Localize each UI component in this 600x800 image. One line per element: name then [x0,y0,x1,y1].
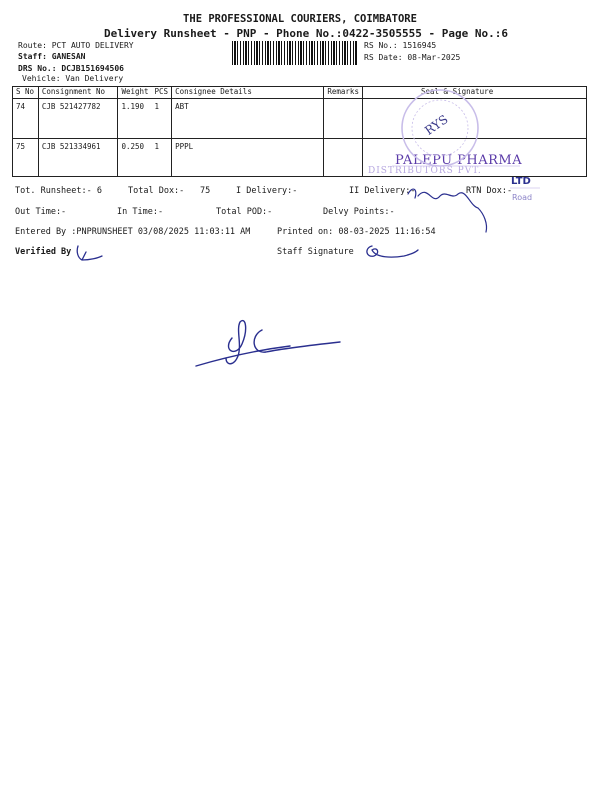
cell-weight: 0.250 [118,139,152,177]
col-header-pcs: PCS [152,87,172,99]
runsheet-subtitle: Delivery Runsheet - PNP - Phone No.:0422-3505555 - Page No.:6 [104,27,508,40]
cell-consignment: CJB 521334961 [38,139,118,177]
delivery-signature-icon [408,189,487,232]
delvy-points: Delvy Points:- [323,207,395,217]
route-text: Route: PCT AUTO DELIVERY [18,41,134,50]
stamp-handwritten: RYS [422,112,451,138]
in-time: In Time:- [117,207,164,217]
verified-by-label: Verified By [15,247,72,257]
total-dox-value: 75 [200,186,211,196]
col-header-remarks: Remarks [324,87,363,99]
drs-label: DRS No.: [18,64,57,73]
stamp-road: Road [512,193,533,202]
total-pod: Total POD:- [216,207,273,217]
printed-on: Printed on: 08-03-2025 11:16:54 [277,227,436,237]
col-header-weight: Weight [118,87,152,99]
col-header-consignment: Consignment No [38,87,118,99]
i-delivery: I Delivery:- [236,186,298,196]
rtn-dox: RTN Dox:- [466,186,513,196]
stamp-partial-line: DISTRIBUTORS PVT. [368,166,482,176]
cell-consignee: PPPL [172,139,324,177]
rs-number: RS No.: 1516945 [364,41,437,50]
stamp-rule-lines [392,166,540,188]
round-seal-icon [402,90,478,166]
entered-by: Entered By :PNPRUNSHEET 03/08/2025 11:03:11 AM [15,227,251,237]
cell-sno: 75 [13,139,39,177]
verified-signature-icon [77,246,102,260]
staff-signature-icon [367,246,418,257]
rs-date: RS Date: 08-Mar-2025 [364,53,461,62]
staff-label: Staff: [18,52,47,61]
col-header-seal: Seal & Signature [362,87,586,99]
vehicle-text: Vehicle: Van Delivery [22,74,124,83]
out-time: Out Time:- [15,207,67,217]
stamp-name: PALEPU PHARMA [395,153,523,168]
total-dox-label: Total Dox:- [128,186,185,196]
cell-sno: 74 [13,99,39,139]
cell-consignee: ABT [172,99,324,139]
col-header-sno: S No [13,87,39,99]
tot-runsheet: Tot. Runsheet:- 6 [15,186,102,196]
staff-value: GANESAN [51,52,86,61]
drs-value: DCJB151694506 [61,64,124,73]
stamp-suffix: LTD [511,176,531,187]
ii-delivery: II Delivery:- [349,186,416,196]
cell-pcs: 1 [152,139,172,177]
large-signature-icon [196,321,340,366]
cell-consignment: CJB 521427782 [38,99,118,139]
cell-pcs: 1 [152,99,172,139]
cell-weight: 1.190 [118,99,152,139]
company-title: THE PROFESSIONAL COURIERS, COIMBATORE [183,13,417,25]
col-header-consignee: Consignee Details [172,87,324,99]
staff-signature-label: Staff Signature [277,247,354,257]
